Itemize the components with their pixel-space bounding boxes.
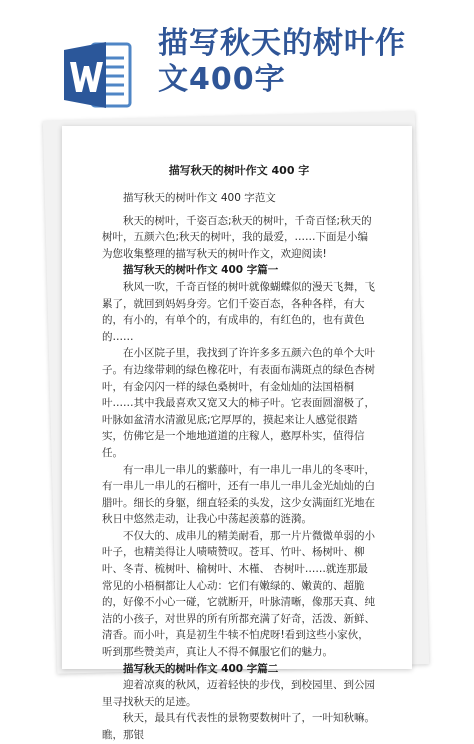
paragraph: 不仅大的、成串儿的精美耐看，那一片片微微单弱的小叶子，也精美得让人啧啧赞叹。苍耳、竹叶、杨树叶、柳叶、冬青、梳树叶、榆树叶、木槿、 杏树叶……就连那最常见的小梧桐都让人心动：它们有嫩绿的、嫩黄的、超脆的，好像不小心一碰，它就断开，叶脉清晰，像那天真、纯洁的小孩子，对世界的所有所都充满了好奇，活泼、新鲜、清香。而小叶，真是初生牛犊不怕虎呀!看到这些小家伙，听到那些赞美声，真让人不得不佩服它们的魅力。 [102,529,375,659]
document-subtitle: 描写秋天的树叶作文 400 字范文 [123,192,276,204]
intro-paragraph: 秋天的树叶，千姿百态;秋天的树叶，千奇百怪;秋天的树叶，五颜六色;秋天的树叶，我的最爱，……下面是小编为您收集整理的描写秋天的树叶作文，欢迎阅读! [102,214,372,260]
paragraph: 秋风一吹，千奇百怪的树叶就像蝴蝶似的漫天飞舞，飞累了，就回到妈妈身旁。它们千姿百态，各种各样，有大的，有小的，有单个的，有成串的，有红色的，也有黄色的…… [102,280,375,343]
paragraph: 迎着凉爽的秋风，迈着轻快的步伐，到校园里、到公园里寻找秋天的足迹。 [102,679,375,708]
page-title-line-1: 描写秋天的树叶作 [158,26,406,61]
page-title-line-2: 文400字 [158,62,286,97]
paragraph: 有一串儿一串儿的紫藤叶，有一串儿一串儿的冬枣叶，有一串儿一串儿的石榴叶，还有一串儿一串儿金光灿灿的白腊叶。细长的身躯，细直轻柔的头发，这少女满面红光地在秋日中悠然走动，让我心中荡起羡慕的涟漪。 [102,463,375,526]
section-heading-2: 描写秋天的树叶作文 400 字篇二 [123,662,279,675]
header-banner [0,0,474,120]
page-title [158,26,458,98]
section-heading-1: 描写秋天的树叶作文 400 字篇一 [123,264,279,277]
document-body [102,164,376,744]
document-title: 描写秋天的树叶作文 400 字 [168,164,310,177]
document-page [62,126,412,741]
word-icon [62,38,136,112]
paragraph: 秋天，最具有代表性的景物要数树叶了，一叶知秋嘛。瞧，那银 [102,712,375,741]
paragraph: 在小区院子里，我找到了许许多多五颜六色的单个大叶子。有边缘带刺的绿色橡花叶，有表面布满斑点的绿色杏树叶，有金闪闪一样的绿色桑树叶，有金灿灿的法国梧桐叶……其中我最喜欢又宽又大的柿子叶。它表面圆溜极了，叶脉如盆清水清澈见底;它厚厚的，摸起来让人感觉很踏实，仿佛它是一个地地道道的庄稼人，憨厚朴实，值得信任。 [102,347,375,459]
